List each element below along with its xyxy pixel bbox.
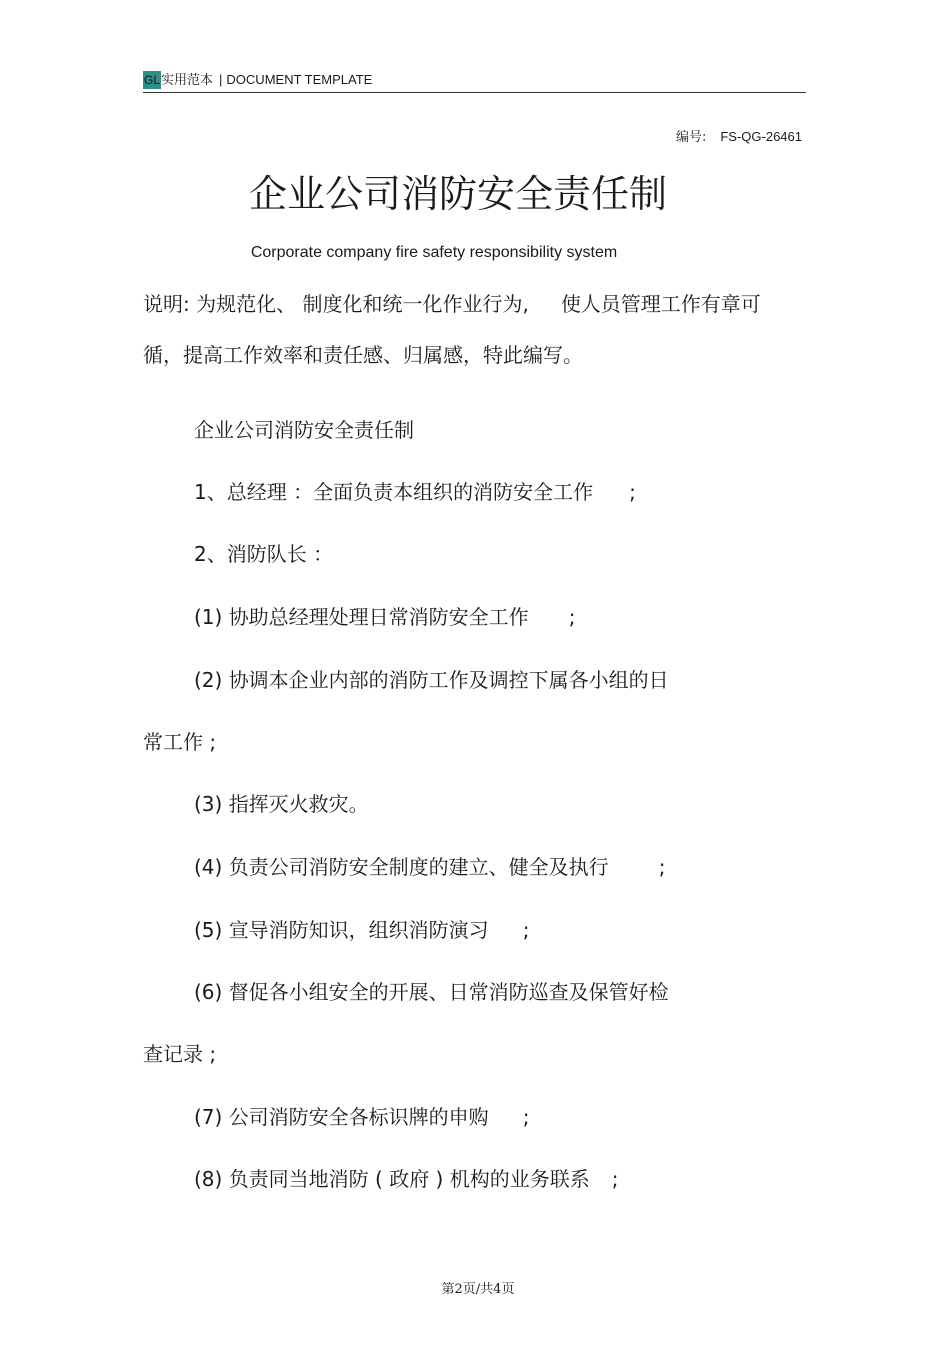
- sub-item-8: [194, 1165, 618, 1193]
- sub-item-end: ;: [522, 918, 530, 942]
- list-item-fire-captain: 2、消防队长 ：: [194, 542, 334, 566]
- section-heading: 企业公司消防安全责任制: [194, 418, 414, 442]
- list-item-text: 1、总经理 ：全面负责本组织的消防安全工作: [194, 480, 594, 504]
- sub-item-3: (3) 指挥灭火救灾。: [194, 792, 369, 816]
- sub-item-2-continued: 常工作 ;: [143, 730, 217, 754]
- page-footer: 第2页/共4页: [441, 1282, 515, 1297]
- gl-logo: GL: [144, 73, 161, 87]
- sub-item-7: [194, 1103, 529, 1131]
- sub-item-end: ;: [568, 605, 576, 629]
- sub-item-2: (2) 协调本企业内部的消防工作及调控下属各小组的日: [194, 668, 669, 692]
- sub-item-6: (6) 督促各小组安全的开展、日常消防巡查及保管好检: [194, 980, 669, 1004]
- sub-item-5: [194, 916, 529, 944]
- list-item-end: ;: [629, 480, 636, 504]
- sub-item-end: ;: [611, 1167, 619, 1191]
- sub-item-text: (8) 负责同当地消防 ( 政府 ) 机构的业务联系: [194, 1167, 590, 1191]
- intro-line-1: [143, 290, 761, 318]
- sub-item-1: [194, 603, 575, 631]
- sub-item-6-continued: 查记录 ;: [143, 1042, 217, 1066]
- header-brand: 实用范本: [161, 73, 214, 88]
- sub-item-text: (7) 公司消防安全各标识牌的申购: [194, 1105, 489, 1129]
- intro-line-1-part-1: 说明: 为规范化、 制度化和统一化作业行为,: [143, 292, 529, 316]
- document-number: [676, 126, 802, 145]
- sub-item-end: ;: [522, 1105, 530, 1129]
- sub-item-end: ;: [658, 855, 666, 879]
- sub-item-text: (5) 宣导消防知识，组织消防演习: [194, 918, 489, 942]
- page-subtitle: Corporate company fire safety responsibility system: [250, 244, 618, 261]
- document-number-label: 编号:: [675, 130, 707, 145]
- header-template-label: DOCUMENT TEMPLATE: [226, 72, 373, 87]
- list-item-general-manager: [194, 478, 636, 506]
- intro-line-1-part-2: 使人员管理工作有章可: [560, 292, 761, 316]
- page-title: 企业公司消防安全责任制: [248, 172, 667, 216]
- sub-item-text: (4) 负责公司消防安全制度的建立、健全及执行: [194, 855, 609, 879]
- document-number-value: FS-QG-26461: [720, 129, 802, 144]
- sub-item-text: (1) 协助总经理处理日常消防安全工作: [194, 605, 529, 629]
- intro-line-2: 循，提高工作效率和责任感、归属感，特此编写。: [143, 343, 583, 367]
- document-header: [143, 70, 806, 93]
- sub-item-4: [194, 853, 665, 881]
- header-separator: |: [219, 72, 223, 87]
